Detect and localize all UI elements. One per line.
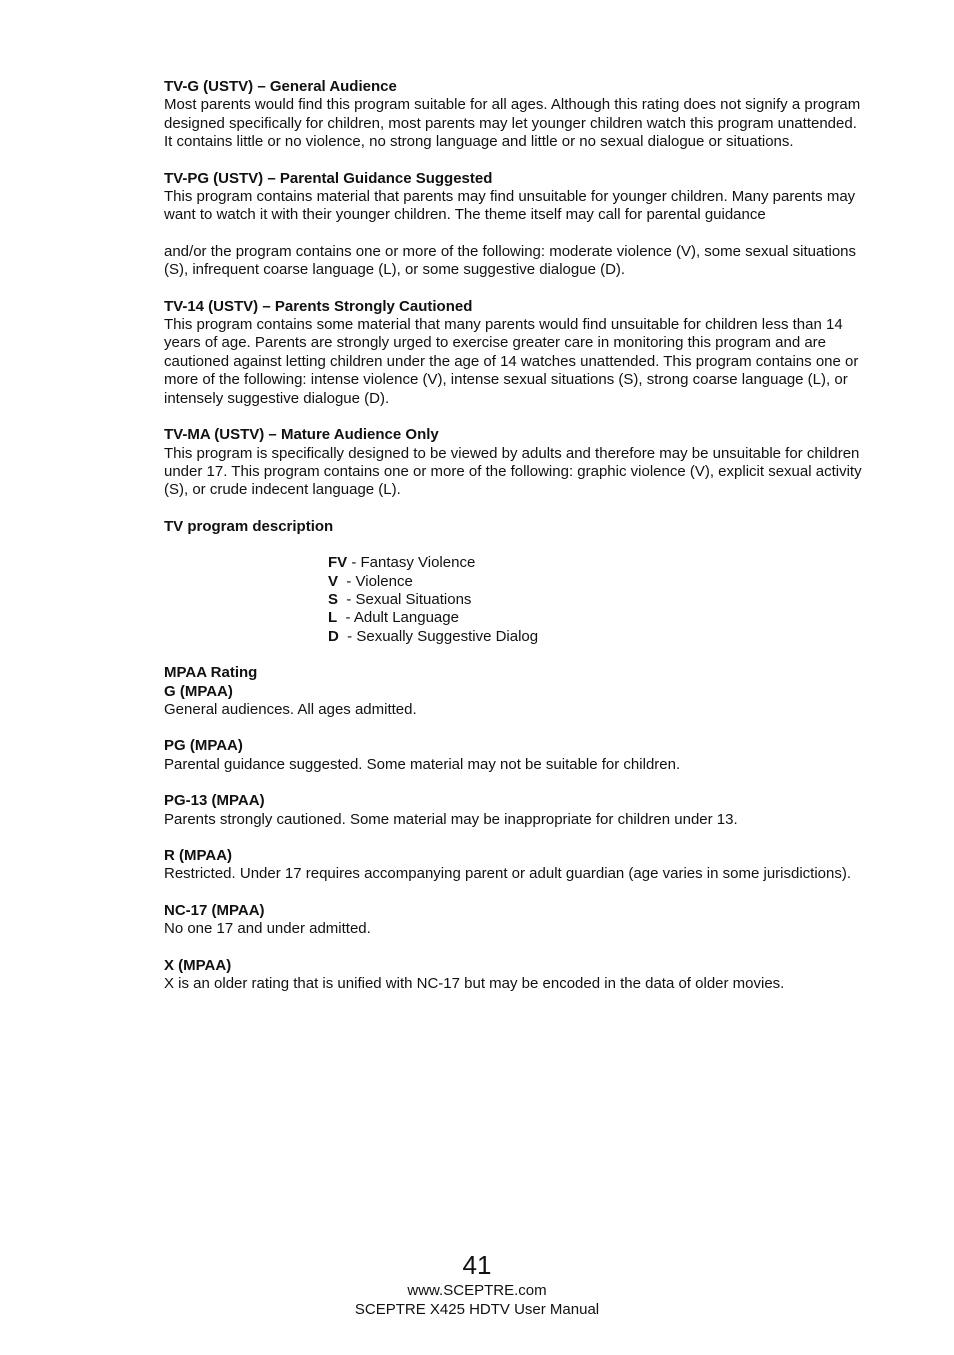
page-content bbox=[164, 78, 869, 1011]
rating-heading: NC-17 (MPAA) bbox=[164, 901, 265, 919]
list-item bbox=[328, 573, 869, 591]
mpaa-rating-x bbox=[164, 957, 869, 994]
list-item bbox=[328, 609, 869, 627]
rating-description: General audiences. All ages admitted. bbox=[164, 700, 417, 718]
rating-heading: TV-MA (USTV) – Mature Audience Only bbox=[164, 426, 439, 444]
rating-tv-ma bbox=[164, 426, 869, 500]
list-item bbox=[328, 554, 869, 572]
rating-tv-g bbox=[164, 78, 869, 152]
rating-description: Parental guidance suggested. Some material may not be suitable for children. bbox=[164, 755, 681, 773]
description-text: - Adult Language bbox=[337, 609, 459, 627]
rating-description: This program is specifically designed to be viewed by adults and therefore may be unsuitable for children under 17. This program contains one or more of the following: graphic violence (V), explicit sexual activity (S), or crude indecent language (L). bbox=[164, 444, 862, 499]
rating-heading: TV-14 (USTV) – Parents Strongly Cautioned bbox=[164, 297, 473, 315]
rating-heading: R (MPAA) bbox=[164, 847, 233, 864]
mpaa-rating-pg bbox=[164, 737, 869, 774]
rating-heading: PG-13 (MPAA) bbox=[164, 792, 265, 810]
description-code: FV bbox=[328, 554, 348, 572]
mpaa-rating-nc17 bbox=[164, 902, 869, 939]
rating-description: Parents strongly cautioned. Some material may be inappropriate for children under 13. bbox=[164, 810, 738, 828]
program-description-heading: TV program description bbox=[164, 517, 334, 535]
manual-title: SCEPTRE X425 HDTV User Manual bbox=[354, 1301, 600, 1318]
rating-description-continued: and/or the program contains one or more of the following: moderate violence (V), some sexual situations (S), infrequent coarse language (L), or some suggestive dialogue (D). bbox=[164, 242, 857, 279]
page-number: 41 bbox=[462, 1250, 492, 1280]
description-text: - Sexually Suggestive Dialog bbox=[338, 627, 539, 645]
rating-description: This program contains material that parents may find unsuitable for younger children. Many parents may want to watch it with their younger children. The theme itself may call for parental guidance bbox=[164, 188, 856, 224]
description-text: - Fantasy Violence bbox=[347, 554, 476, 572]
list-item bbox=[328, 591, 869, 609]
rating-description: Restricted. Under 17 requires accompanying parent or adult guardian (age varies in some jurisdictions). bbox=[164, 865, 852, 883]
page-footer bbox=[0, 1249, 954, 1319]
program-description-section bbox=[164, 518, 869, 646]
paragraph-gap bbox=[164, 225, 869, 243]
rating-tv-pg bbox=[164, 170, 869, 280]
mpaa-heading: MPAA Rating bbox=[164, 664, 258, 682]
description-text: - Violence bbox=[338, 572, 413, 590]
rating-heading: TV-G (USTV) – General Audience bbox=[164, 78, 397, 95]
mpaa-rating-pg13 bbox=[164, 792, 869, 829]
website-link: www.SCEPTRE.com bbox=[407, 1282, 547, 1299]
description-code: S bbox=[328, 590, 339, 608]
mpaa-rating-r bbox=[164, 847, 869, 884]
description-code: L bbox=[328, 609, 338, 627]
rating-description: X is an older rating that is unified with NC-17 but may be encoded in the data of older movies. bbox=[164, 975, 785, 993]
rating-heading: TV-PG (USTV) – Parental Guidance Suggested bbox=[164, 169, 493, 187]
rating-description: No one 17 and under admitted. bbox=[164, 920, 371, 938]
rating-heading: X (MPAA) bbox=[164, 956, 232, 974]
rating-description: This program contains some material that many parents would find unsuitable for children less than 14 years of age. Parents are strongly urged to exercise greater care in monitoring this program and are cautioned against letting children under the age of 14 watches unattended. This program contains one or more of the following: intense violence (V), intense sexual situations (S), strong coarse language (L), or intensely suggestive dialogue (D). bbox=[164, 316, 859, 407]
rating-tv-14 bbox=[164, 298, 869, 408]
program-description-list bbox=[328, 554, 869, 646]
description-text: - Sexual Situations bbox=[338, 590, 472, 608]
description-code: D bbox=[328, 627, 339, 645]
rating-description: Most parents would find this program suitable for all ages. Although this rating does not signify a program designed specifically for children, most parents may let younger children watch this program unattended. It contains little or no violence, no strong language and little or no sexual dialogue or situations. bbox=[164, 96, 861, 151]
rating-heading: PG (MPAA) bbox=[164, 737, 243, 755]
description-code: V bbox=[328, 572, 339, 590]
rating-heading: G (MPAA) bbox=[164, 682, 233, 700]
list-item bbox=[328, 628, 869, 646]
mpaa-rating-g bbox=[164, 664, 869, 719]
